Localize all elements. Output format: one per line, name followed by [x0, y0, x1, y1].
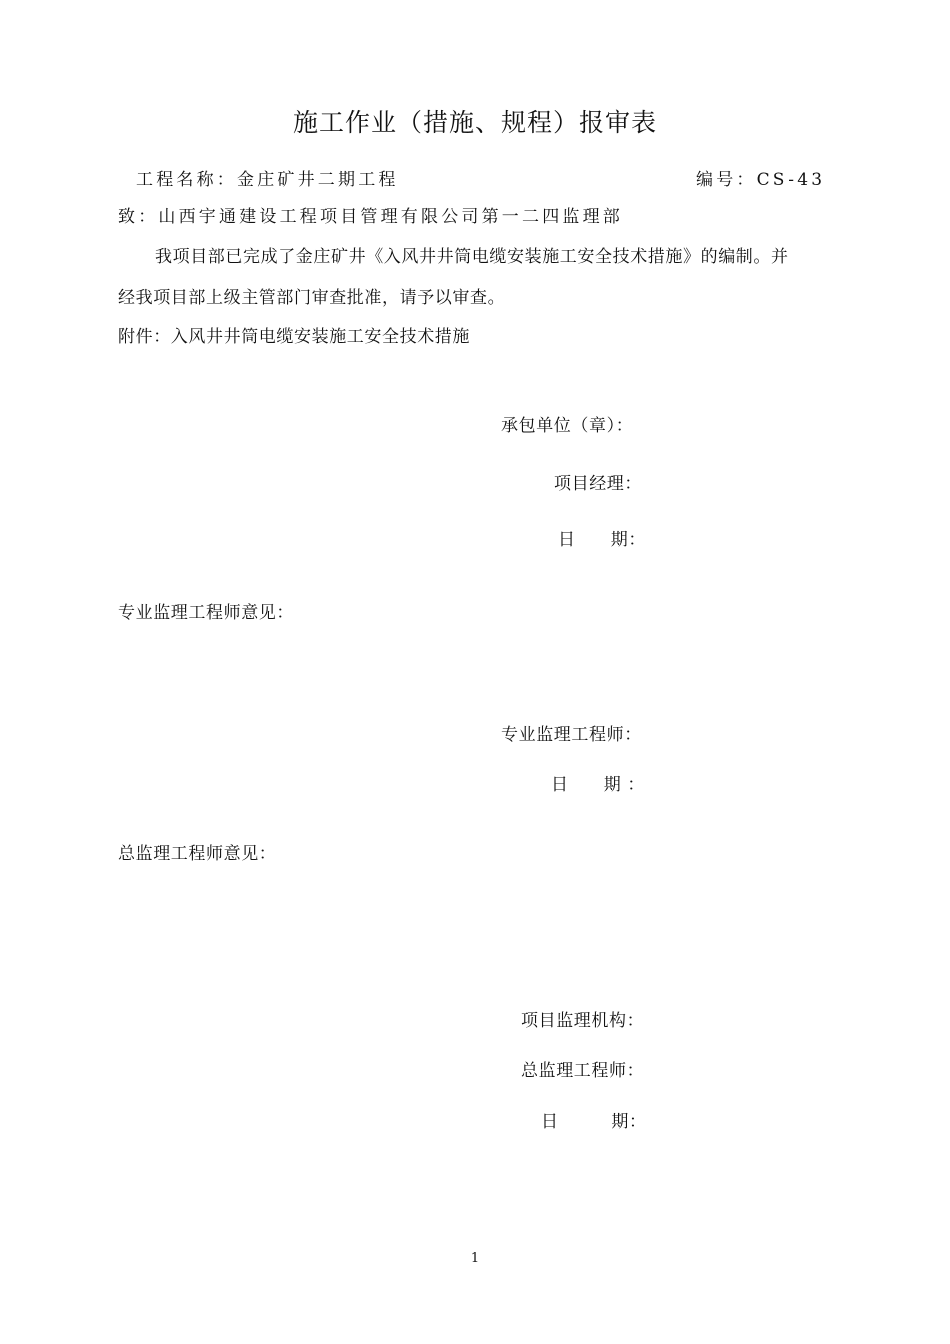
- addressee-line: 致：山西宇通建设工程项目管理有限公司第一二四监理部: [118, 207, 623, 227]
- body-paragraph-line-1: 我项目部已完成了金庄矿井《入风井井筒电缆安装施工安全技术措施》的编制。并: [155, 247, 789, 267]
- chief-date-label: 日 期：: [541, 1112, 647, 1132]
- contractor-date-label: 日 期：: [558, 530, 646, 550]
- contractor-unit-label: 承包单位（章）：: [501, 416, 634, 436]
- page-number: 1: [470, 1251, 480, 1266]
- specialty-date-label: 日 期 ：: [551, 775, 646, 795]
- project-name: 工程名称：金庄矿井二期工程: [136, 170, 399, 190]
- chief-engineer-label: 总监理工程师：: [521, 1061, 645, 1081]
- project-manager-label: 项目经理：: [554, 474, 642, 494]
- document-title: 施工作业（措施、规程）报审表: [292, 108, 657, 137]
- supervision-organization-label: 项目监理机构：: [521, 1011, 645, 1031]
- attachment-line: 附件：入风井井筒电缆安装施工安全技术措施: [118, 327, 470, 347]
- chief-engineer-opinion-label: 总监理工程师意见：: [118, 844, 277, 864]
- specialty-engineer-label: 专业监理工程师：: [501, 725, 642, 745]
- specialty-engineer-opinion-label: 专业监理工程师意见：: [118, 603, 294, 623]
- serial-number: 编号：CS-43: [696, 170, 826, 190]
- body-paragraph-line-2: 经我项目部上级主管部门审查批准，请予以审查。: [118, 288, 506, 308]
